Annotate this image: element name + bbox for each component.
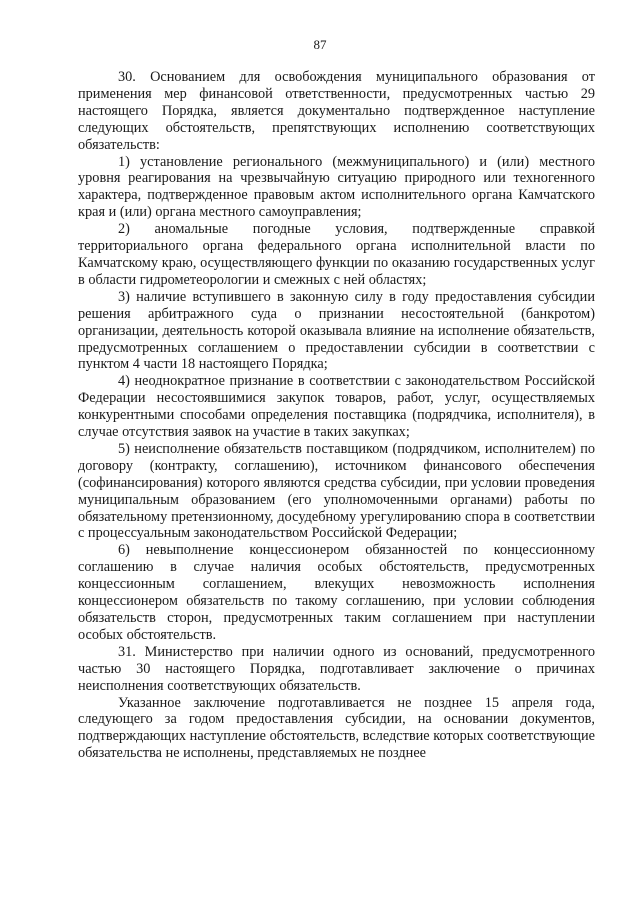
paragraph-conclusion-deadline: Указанное заключение подготавливается не позднее 15 апреля года, следующего за годом предоставления субсидии, на основании документов, подтверждающих наступление обстоятельств, вследствие которых соответствующие обязательства не исполнены, представляемых не позднее (78, 694, 595, 762)
paragraph-item-5: 5) неисполнение обязательств поставщиком (подрядчиком, исполнителем) по договору (контракту, соглашению), источником финансового обеспечения (софинансирования) которого являются средства субсидии, при условии проведения муниципальным образованием (его уполномоченными органами) работы по обязательному претензионному, досудебному урегулированию спора в соответствии с процессуальным законодательством Российской Федерации; (78, 440, 595, 542)
document-body (78, 69, 595, 762)
page-number: 87 (313, 37, 327, 52)
paragraph-item-1: 1) установление регионального (межмуниципального) и (или) местного уровня реагирования на чрезвычайную ситуацию природного или техногенного характера, подтвержденное правовым актом исполнительного органа Камчатского края и (или) органа местного самоуправления; (78, 153, 595, 221)
paragraph-clause-31: 31. Министерство при наличии одного из оснований, предусмотренного частью 30 настоящего Порядка, подготавливает заключение о причинах неисполнения соответствующих обязательств. (78, 643, 595, 694)
paragraph-clause-30: 30. Основанием для освобождения муниципального образования от применения мер финансовой ответственности, предусмотренных частью 29 настоящего Порядка, является документально подтвержденное наступление следующих обстоятельств, препятствующих исполнению соответствующих обязательств: (78, 69, 595, 153)
paragraph-item-6: 6) невыполнение концессионером обязанностей по концессионному соглашению в случае наличия особых обстоятельств, предусмотренных концессионным соглашением, влекущих невозможность исполнения концессионером обязательств по такому соглашению, при условии соблюдения обязательств сторон, предусмотренных таким соглашением при наступлении особых обстоятельств. (78, 542, 595, 643)
paragraph-item-4: 4) неоднократное признание в соответствии с законодательством Российской Федерации несостоявшимися закупок товаров, работ, услуг, осуществляемых конкурентными способами определения поставщика (подрядчика, исполнителя), в случае отсутствия заявок на участие в таких закупках; (78, 373, 595, 441)
paragraph-item-2: 2) аномальные погодные условия, подтвержденные справкой территориального органа федерального органа исполнительной власти по Камчатскому краю, осуществляющего функции по оказанию государственных услуг в области гидрометеорологии и смежных с ней областях; (78, 221, 595, 288)
paragraph-item-3: 3) наличие вступившего в законную силу в году предоставления субсидии решения арбитражного суда о признании несостоятельной (банкротом) организации, деятельность которой оказывала влияние на исполнение обязательств, предусмотренных соглашением о предоставлении субсидии в соответствии с пунктом 4 части 18 настоящего Порядка; (78, 288, 595, 373)
